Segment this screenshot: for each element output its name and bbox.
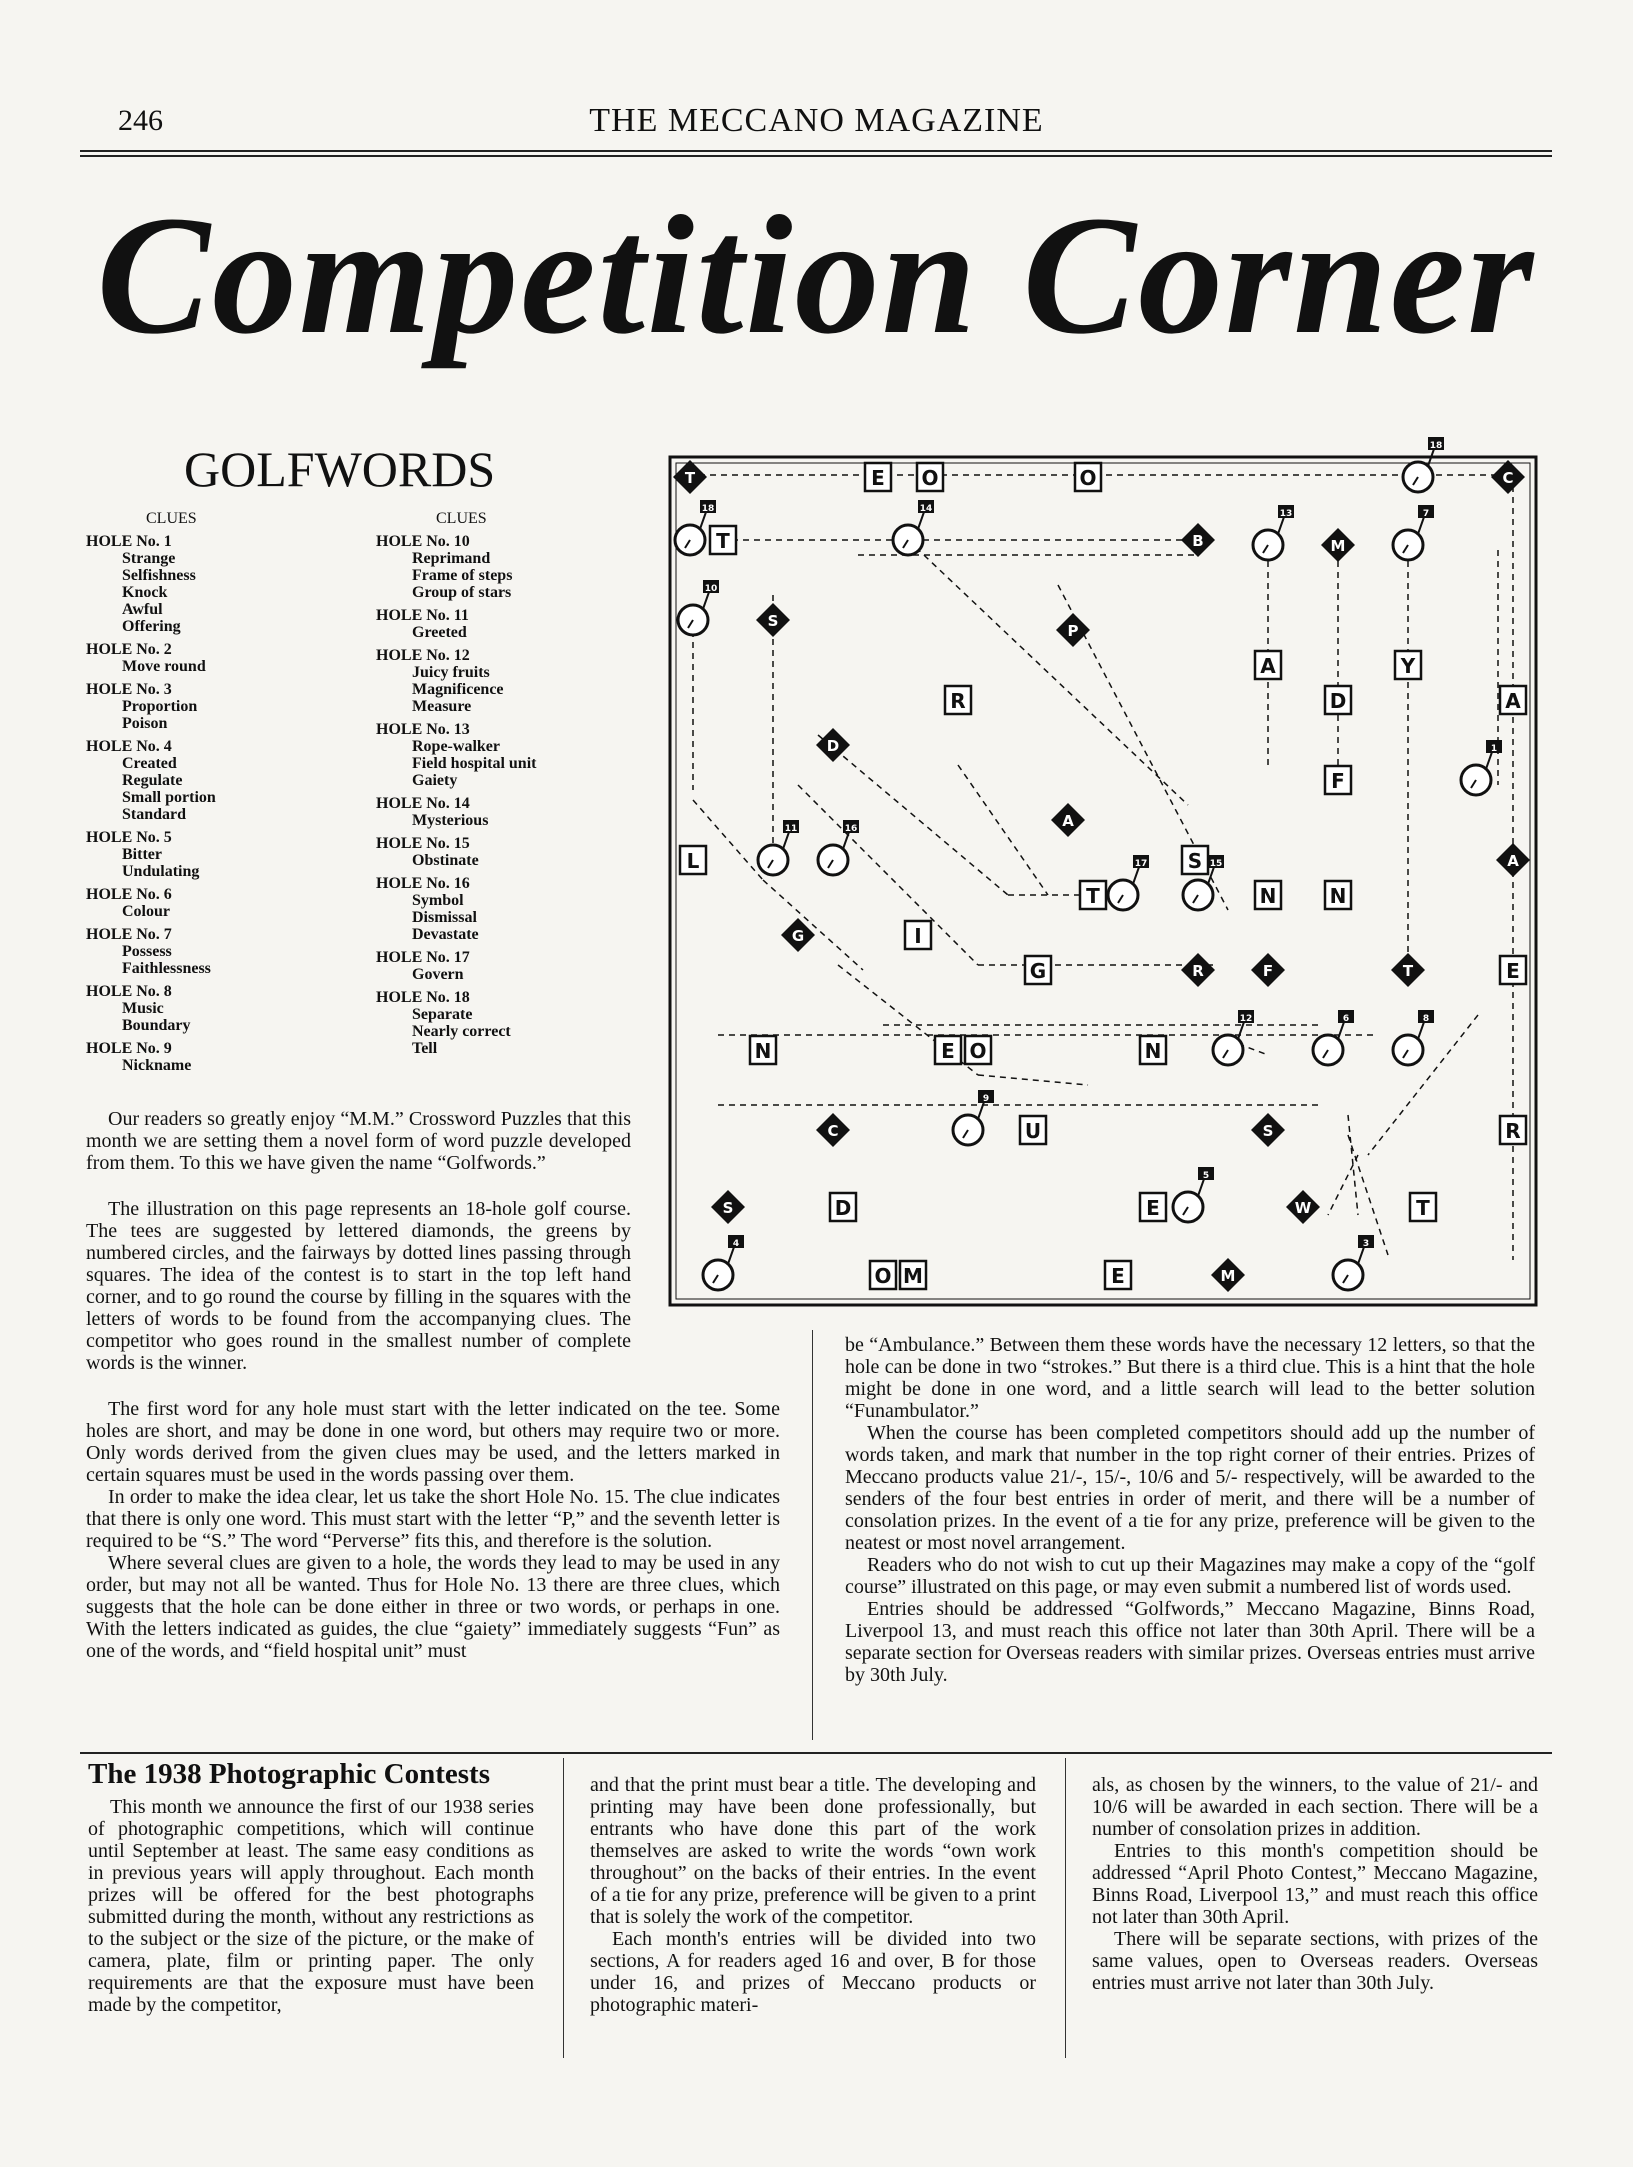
section-rule xyxy=(80,1752,1552,1754)
flag-pole xyxy=(843,832,849,849)
clue-group xyxy=(86,886,346,920)
running-title: THE MECCANO MAGAZINE xyxy=(589,102,1044,139)
tee-letter: M xyxy=(1330,537,1346,555)
clue-text: Field hospital unit xyxy=(412,755,537,772)
square-letter: G xyxy=(1029,959,1047,983)
flag-pole xyxy=(1358,1247,1364,1264)
flag-pole xyxy=(1133,867,1139,884)
clue-hole-label: HOLE No. 18 xyxy=(376,989,470,1006)
hole-number: 10 xyxy=(704,584,718,594)
clues-right xyxy=(376,510,636,1063)
clue-text: Group of stars xyxy=(412,584,512,601)
photo-column-2 xyxy=(590,1774,1036,2016)
fairway-line xyxy=(763,880,863,970)
square-letter: N xyxy=(1144,1039,1162,1063)
tee-letter: G xyxy=(791,927,805,945)
fairway-line xyxy=(818,735,1008,895)
clue-group xyxy=(86,926,346,977)
tee-letter: T xyxy=(1402,962,1414,980)
square-letter: N xyxy=(1259,884,1277,908)
clue-text: Nickname xyxy=(122,1057,192,1074)
fairway-line xyxy=(908,540,1188,805)
hole-number: 17 xyxy=(1134,859,1148,869)
body-paragraph: and that the print must bear a title. The developing and printing may have been done professionally, but entrants who have done this part of the work themselves are asked to write the words “own work throughout” on the backs of their entries. In the event of a tie for any prize, preference will be given to a print that is solely the work of the competitor. xyxy=(590,1774,1036,1928)
flag-pole xyxy=(1418,517,1424,534)
clue-text: Symbol xyxy=(412,892,464,909)
page-number: 246 xyxy=(118,104,163,137)
clue-group xyxy=(376,607,636,641)
square-letter: R xyxy=(950,689,966,713)
clue-text: Separate xyxy=(412,1006,473,1023)
clue-text: Knock xyxy=(122,584,168,601)
clue-text: Boundary xyxy=(122,1017,191,1034)
square-letter: E xyxy=(1111,1264,1125,1288)
body-paragraph: There will be separate sections, with prizes of the same values, open to Overseas readers. Overseas entries must arrive not later than 30th July. xyxy=(1092,1928,1538,1994)
clue-hole-label: HOLE No. 16 xyxy=(376,875,470,892)
header-rule xyxy=(80,150,1552,152)
body-paragraph: Each month's entries will be divided into two sections, A for readers aged 16 and over, B for those under 16, and prizes of Meccano products or photographic materi- xyxy=(590,1928,1036,2016)
clue-text: Bitter xyxy=(122,846,162,863)
square-letter: N xyxy=(754,1039,772,1063)
intro-paragraph: Our readers so greatly enjoy “M.M.” Crossword Puzzles that this month we are setting them a novel form of word puzzle developed from them. To this we have given the name “Golfwords.” xyxy=(86,1108,631,1174)
hole-number: 8 xyxy=(1422,1014,1430,1024)
clue-text: Strange xyxy=(122,550,176,567)
clue-hole-label: HOLE No. 4 xyxy=(86,738,172,755)
clue-hole-label: HOLE No. 13 xyxy=(376,721,470,738)
clue-text: Move round xyxy=(122,658,206,675)
clue-text: Awful xyxy=(122,601,163,618)
clue-group xyxy=(86,1040,346,1074)
body-paragraph: The first word for any hole must start with the letter indicated on the tee. Some holes are short, and may be done in one word, but others may require two or more. Only words derived from the given clues may be used, and the letters marked in certain squares must be used in the words passing over them. xyxy=(86,1398,780,1486)
clue-text: Colour xyxy=(122,903,170,920)
square-letter: U xyxy=(1024,1119,1042,1143)
hole-number: 15 xyxy=(1209,859,1223,869)
clue-group xyxy=(376,875,636,943)
column-divider xyxy=(1065,1758,1066,2058)
clue-text: Juicy fruits xyxy=(412,664,490,681)
square-letter: R xyxy=(1505,1119,1521,1143)
clue-text: Gaiety xyxy=(412,772,458,789)
clue-hole-label: HOLE No. 7 xyxy=(86,926,172,943)
body-paragraph: This month we announce the first of our 1938 series of photographic competitions, which will continue until September at least. The same easy conditions as in previous years will apply throughout. Each month prizes will be offered for the best photographs submitted during the month, without any restrictions as to the subject or the size of the picture, or the make of camera, plate, film or printing paper. The only requirements are that the exposure must have been made by the competitor, xyxy=(88,1796,534,2016)
clue-group xyxy=(376,647,636,715)
flag-pole xyxy=(1418,1022,1424,1039)
square-letter: A xyxy=(1505,689,1521,713)
tee-letter: F xyxy=(1262,962,1274,980)
flag-pole xyxy=(918,512,924,529)
clue-text: Proportion xyxy=(122,698,198,715)
tee-letter: S xyxy=(722,1199,734,1217)
body-paragraph: Entries to this month's competition should be addressed “April Photo Contest,” Meccano Magazine, Binns Road, Liverpool 13,” and must reach this office not later than 30th April. xyxy=(1092,1840,1538,1928)
tee-letter: M xyxy=(1220,1267,1236,1285)
clue-text: Rope-walker xyxy=(412,738,500,755)
flag-pole xyxy=(728,1247,734,1264)
clue-text: Standard xyxy=(122,806,187,823)
clue-text: Dismissal xyxy=(412,909,477,926)
square-letter: D xyxy=(1329,689,1347,713)
square-letter: E xyxy=(871,466,885,490)
square-letter: F xyxy=(1331,769,1345,793)
clue-text: Created xyxy=(122,755,177,772)
flag-pole xyxy=(1198,1179,1204,1196)
column-divider xyxy=(563,1758,564,2058)
tee-letter: A xyxy=(1062,812,1074,830)
tee-letter: D xyxy=(826,737,840,755)
hole-number: 5 xyxy=(1202,1171,1210,1181)
clue-hole-label: HOLE No. 12 xyxy=(376,647,470,664)
clue-text: Offering xyxy=(122,618,181,635)
photo-column-3 xyxy=(1092,1774,1538,1994)
hole-number: 6 xyxy=(1342,1014,1350,1024)
clue-text: Faithlessness xyxy=(122,960,211,977)
golf-course-diagram xyxy=(668,441,1538,1307)
golfwords-column-left xyxy=(86,1398,780,1662)
flag-pole xyxy=(703,592,709,609)
body-paragraph: als, as chosen by the winners, to the value of 21/- and 10/6 will be awarded in each section. There will be a number of consolation prizes in addition. xyxy=(1092,1774,1538,1840)
square-letter: A xyxy=(1260,654,1276,678)
fairway-line xyxy=(798,785,978,965)
clue-text: Frame of steps xyxy=(412,567,513,584)
hole-number: 3 xyxy=(1362,1239,1370,1249)
hole-number: 18 xyxy=(1429,441,1443,451)
hole-number: 4 xyxy=(732,1239,740,1249)
hole-number: 13 xyxy=(1279,509,1293,519)
hole-number: 11 xyxy=(784,824,798,834)
clue-group xyxy=(86,829,346,880)
column-divider xyxy=(812,1330,813,1740)
flag-pole xyxy=(700,512,706,529)
tee-letter: S xyxy=(767,612,779,630)
square-letter: O xyxy=(921,466,939,490)
flag-pole xyxy=(1278,517,1284,534)
clue-group xyxy=(86,983,346,1034)
clue-hole-label: HOLE No. 3 xyxy=(86,681,172,698)
clue-group xyxy=(376,835,636,869)
body-paragraph: Entries should be addressed “Golfwords,” Meccano Magazine, Binns Road, Liverpool 13, and must reach this office not later than 30th April. There will be a separate section for Overseas readers with similar prizes. Overseas entries must arrive by 30th July. xyxy=(845,1598,1535,1686)
flag-pole xyxy=(1338,1022,1344,1039)
clue-text: Obstinate xyxy=(412,852,479,869)
fairway-line xyxy=(958,765,1048,895)
tee-letter: B xyxy=(1192,532,1204,550)
body-paragraph: be “Ambulance.” Between them these words have the necessary 12 letters, so that the hole can be done in two “strokes.” But there is a third clue. This is a hint that the hole might be done in one word, and a little search will lead to the better solution “Funambulator.” xyxy=(845,1334,1535,1422)
clues-heading: CLUES xyxy=(146,510,197,527)
golfwords-column-right xyxy=(845,1334,1535,1686)
tee-letter: C xyxy=(827,1122,839,1140)
clue-group xyxy=(376,949,636,983)
clue-group xyxy=(86,641,346,675)
clue-hole-label: HOLE No. 15 xyxy=(376,835,470,852)
square-letter: T xyxy=(716,529,730,553)
clue-group xyxy=(376,795,636,829)
hole-number: 12 xyxy=(1239,1014,1253,1024)
clue-text: Regulate xyxy=(122,772,183,789)
clue-group xyxy=(86,681,346,732)
clue-hole-label: HOLE No. 11 xyxy=(376,607,469,624)
tee-letter: W xyxy=(1294,1199,1312,1217)
intro-paragraph: The illustration on this page represents an 18-hole golf course. The tees are suggested by lettered diamonds, the greens by numbered circles, and the fairways by dotted lines passing through squares. The idea of the contest is to start in the top left hand corner, and to go round the course by filling in the squares with the letters of words to be found from the accompanying clues. The competitor who goes round in the smallest number of complete words is the winner. xyxy=(86,1198,631,1374)
hole-number: 9 xyxy=(982,1094,990,1104)
golfwords-title: GOLFWORDS xyxy=(184,441,496,497)
tee-letter: C xyxy=(1502,469,1514,487)
square-letter: Y xyxy=(1400,654,1416,678)
clue-hole-label: HOLE No. 17 xyxy=(376,949,470,966)
photo-contests-title: The 1938 Photographic Contests xyxy=(88,1758,490,1790)
hole-number: 18 xyxy=(701,504,715,514)
clue-text: Small portion xyxy=(122,789,216,806)
tee-letter: T xyxy=(684,469,696,487)
body-paragraph: Where several clues are given to a hole, the words they lead to may be used in any order, but may not all be wanted. Thus for Hole No. 13 there are three clues, which suggests that the hole can be done either in three or two words, or perhaps in one. With the letters indicated as guides, the clue “gaiety” immediately suggests “Fun” as one of the words, and “field hospital unit” must xyxy=(86,1552,780,1662)
photo-column-1 xyxy=(88,1796,534,2016)
clue-text: Mysterious xyxy=(412,812,489,829)
clue-text: Greeted xyxy=(412,624,467,641)
tee-letter: P xyxy=(1067,622,1079,640)
square-letter: I xyxy=(914,924,922,948)
clue-group xyxy=(376,721,636,789)
clue-text: Nearly correct xyxy=(412,1023,511,1040)
square-letter: D xyxy=(834,1196,852,1220)
fairway-line xyxy=(1368,1015,1478,1155)
tee-letter: S xyxy=(1262,1122,1274,1140)
clue-hole-label: HOLE No. 2 xyxy=(86,641,172,658)
clue-text: Possess xyxy=(122,943,172,960)
clue-text: Reprimand xyxy=(412,550,491,567)
clue-text: Devastate xyxy=(412,926,479,943)
clue-hole-label: HOLE No. 14 xyxy=(376,795,470,812)
tee-letter: A xyxy=(1507,852,1519,870)
square-letter: T xyxy=(1416,1196,1430,1220)
golfwords-intro xyxy=(86,1108,631,1174)
page-title: Competition Corner xyxy=(96,181,1536,369)
header-rule-2 xyxy=(80,155,1552,157)
square-letter: L xyxy=(686,849,700,873)
square-letter: E xyxy=(941,1039,955,1063)
clue-hole-label: HOLE No. 8 xyxy=(86,983,172,1000)
hole-number: 16 xyxy=(844,824,858,834)
flag-pole xyxy=(978,1102,984,1119)
body-paragraph: Readers who do not wish to cut up their Magazines may make a copy of the “golf course” illustrated on this page, or may even submit a numbered list of words used. xyxy=(845,1554,1535,1598)
square-letter: S xyxy=(1187,849,1203,873)
hole-number: 7 xyxy=(1422,509,1430,519)
golfwords-intro-2 xyxy=(86,1198,631,1374)
hole-number: 1 xyxy=(1490,744,1498,754)
clue-hole-label: HOLE No. 1 xyxy=(86,533,172,550)
clue-text: Tell xyxy=(412,1040,438,1057)
body-paragraph: When the course has been completed competitors should add up the number of words taken, and mark that number in the top right corner of their entries. Prizes of Meccano products value 21/-, 15/-, 10/6 and 5/- respectively, will be awarded to the senders of the four best entries in order of merit, and there will be a number of consolation prizes. In the event of a tie for any prize, preference will be given to the neatest or most novel arrangement. xyxy=(845,1422,1535,1554)
clue-text: Selfishness xyxy=(122,567,196,584)
clue-text: Music xyxy=(122,1000,164,1017)
clue-group xyxy=(86,738,346,823)
square-letter: O xyxy=(874,1264,892,1288)
clue-text: Undulating xyxy=(122,863,200,880)
clue-text: Govern xyxy=(412,966,464,983)
square-letter: O xyxy=(1079,466,1097,490)
clues-left xyxy=(86,510,346,1080)
clue-hole-label: HOLE No. 5 xyxy=(86,829,172,846)
fairway-line xyxy=(978,1075,1088,1085)
clues-heading: CLUES xyxy=(436,510,487,527)
tee-letter: R xyxy=(1192,962,1204,980)
clue-group xyxy=(86,533,346,635)
flag-pole xyxy=(1486,752,1492,769)
hole-number: 14 xyxy=(919,504,933,514)
square-letter: E xyxy=(1506,959,1520,983)
clue-hole-label: HOLE No. 6 xyxy=(86,886,172,903)
clue-hole-label: HOLE No. 10 xyxy=(376,533,470,550)
clue-hole-label: HOLE No. 9 xyxy=(86,1040,172,1057)
square-letter: T xyxy=(1086,884,1100,908)
clue-group xyxy=(376,989,636,1057)
body-paragraph: In order to make the idea clear, let us take the short Hole No. 15. The clue indicates that there is only one word. This must start with the letter “P,” and the seventh letter is required to be “S.” The word “Perverse” fits this, and therefore is the solution. xyxy=(86,1486,780,1552)
clue-text: Poison xyxy=(122,715,168,732)
square-letter: E xyxy=(1146,1196,1160,1220)
clue-text: Magnificence xyxy=(412,681,504,698)
square-letter: M xyxy=(903,1264,923,1288)
square-letter: N xyxy=(1329,884,1347,908)
clue-group xyxy=(376,533,636,601)
clue-text: Measure xyxy=(412,698,472,715)
square-letter: O xyxy=(969,1039,987,1063)
flag-pole xyxy=(783,832,789,849)
